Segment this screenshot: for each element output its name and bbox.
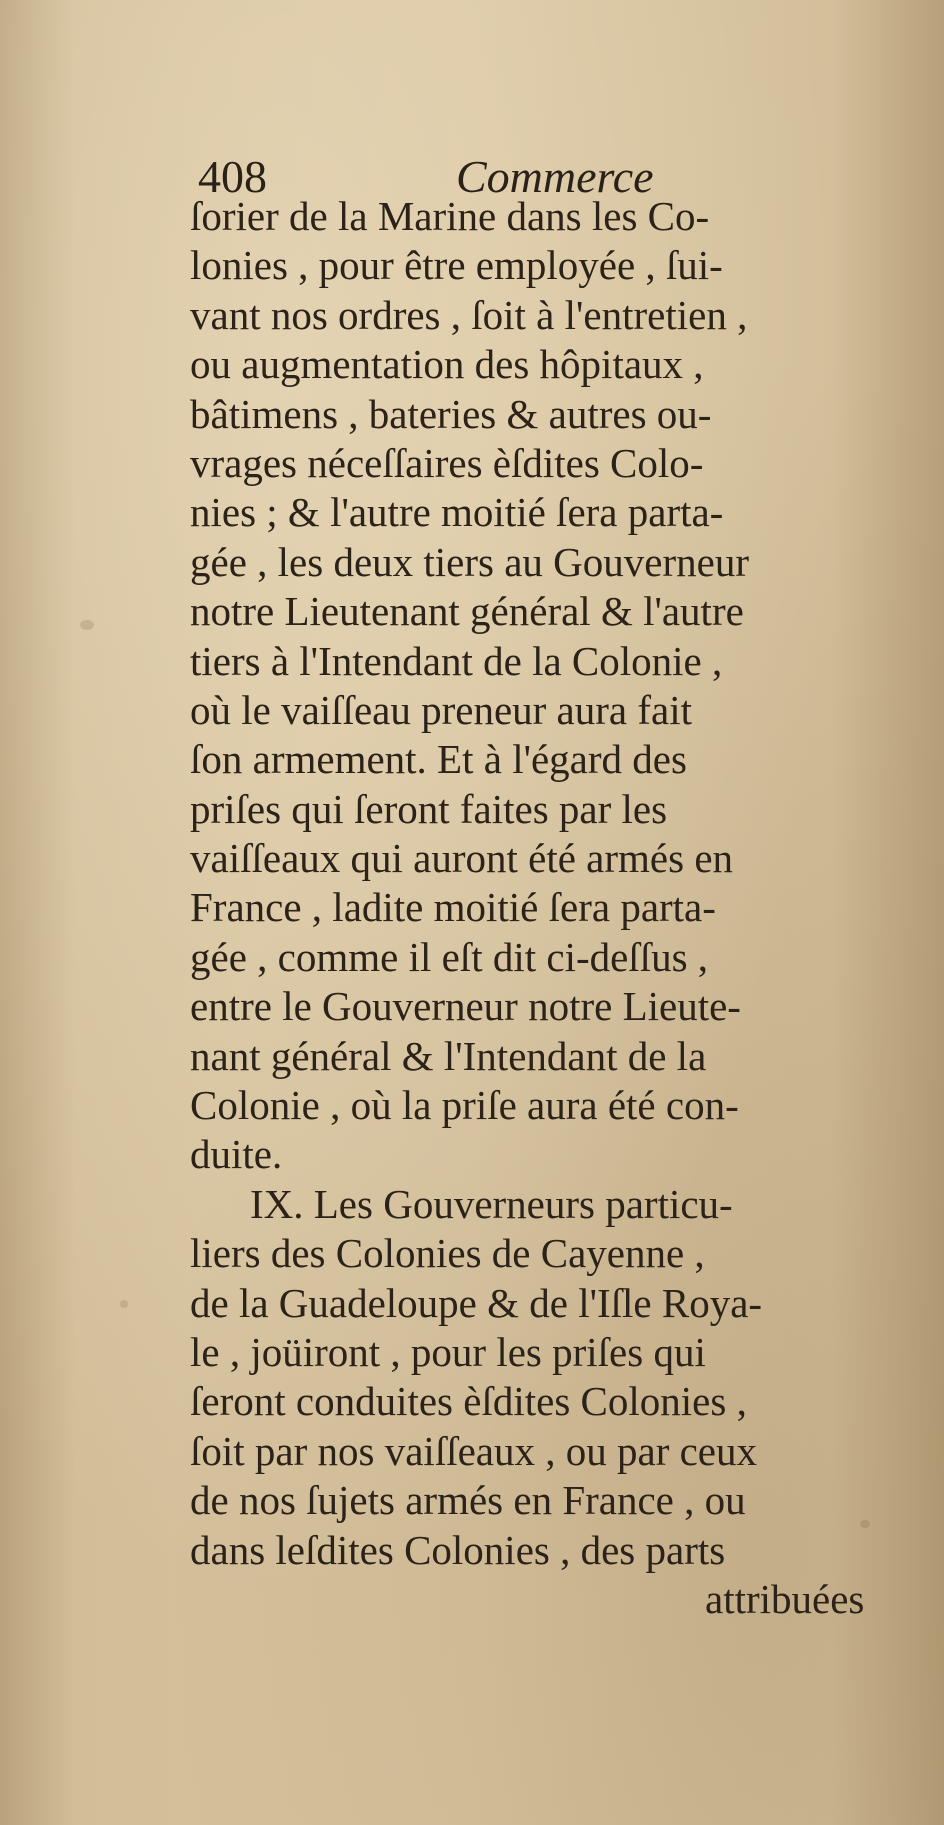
text-line: gée , les deux tiers au Gouverneur: [190, 538, 749, 585]
text-line: de nos ſujets armés en France , ou: [190, 1477, 746, 1524]
paper-stain: [80, 620, 94, 630]
text-line: le , joüiront , pour les priſes qui: [190, 1328, 706, 1375]
text-line: dans leſdites Colonies , des parts: [190, 1526, 726, 1573]
text-line: ſoit par nos vaiſſeaux , ou par ceux: [190, 1427, 757, 1474]
text-line: vrages néceſſaires èſdites Colo-: [190, 439, 704, 486]
text-line: vaiſſeaux qui auront été armés en: [190, 835, 734, 882]
text-line: ſeront conduites èſdites Colonies ,: [190, 1378, 747, 1425]
text-line: France , ladite moitié ſera parta-: [190, 884, 716, 931]
text-line: lonies , pour être employée , ſui-: [190, 242, 723, 289]
text-line: Colonie , où la priſe aura été con-: [190, 1082, 739, 1129]
text-line: duite.: [190, 1131, 283, 1178]
paper-stain: [120, 1300, 128, 1308]
text-line: tiers à l'Intendant de la Colonie ,: [190, 637, 723, 684]
text-line: notre Lieutenant général & l'autre: [190, 588, 744, 635]
text-line: nant général & l'Intendant de la: [190, 1032, 707, 1079]
text-line: ſorier de la Marine dans les Co-: [190, 193, 710, 239]
body-text: [190, 192, 910, 1624]
section-start-line: IX. Les Gouverneurs particu-: [250, 1180, 733, 1227]
text-line: vant nos ordres , ſoit à l'entretien ,: [190, 291, 748, 338]
page-number: 408: [198, 151, 267, 202]
text-line: où le vaiſſeau preneur aura fait: [190, 686, 692, 733]
text-line: de la Guadeloupe & de l'Iſle Roya-: [190, 1279, 763, 1326]
text-line: entre le Gouverneur notre Lieute-: [190, 983, 741, 1030]
text-line: gée , comme il eſt dit ci-deſſus ,: [190, 933, 709, 980]
catchword-line: attribuées: [705, 1575, 865, 1622]
text-line: ou augmentation des hôpitaux ,: [190, 341, 704, 388]
text-line: nies ; & l'autre moitié ſera parta-: [190, 489, 724, 536]
running-head: Commerce: [456, 151, 654, 202]
text-line: bâtimens , bateries & autres ou-: [190, 390, 712, 437]
text-line: liers des Colonies de Cayenne ,: [190, 1230, 705, 1277]
text-line: priſes qui ſeront faites par les: [190, 785, 668, 832]
text-line: ſon armement. Et à l'égard des: [190, 736, 687, 783]
